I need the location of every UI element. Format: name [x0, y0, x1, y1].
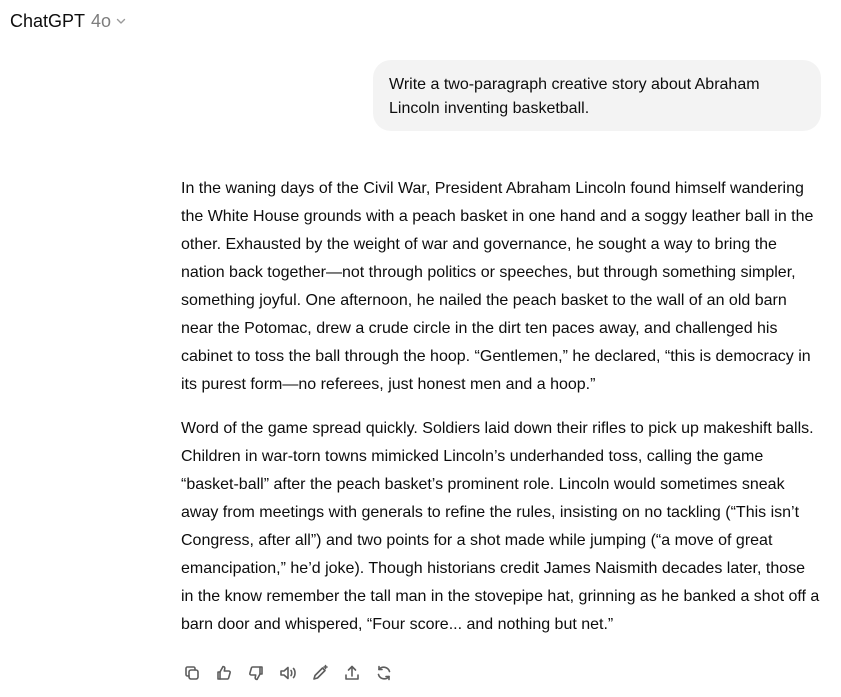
share-button[interactable]: [336, 660, 368, 690]
thumbs-down-icon: [246, 663, 266, 688]
assistant-paragraph: Word of the game spread quickly. Soldiers laid down their rifles to pick up makeshift balls. Children in war-torn towns mimicked Lincoln’s underhanded toss, calling the game “basket-ball” after the peach basket’s prominent role. Lincoln would sometimes sneak away from meetings with generals to refine the rules, insisting on no tackling (“This isn’t Congress, after all”) and two points for a shot made while jumping (“a move of great emancipation,” he’d joke). Though historians credit James Naismith decades later, those in the know remember the tall man in the stovepipe hat, grinning as he banked a shot off a barn door and whispered, “Four score... and nothing but net.”: [181, 420, 820, 633]
read-aloud-icon: [278, 663, 298, 688]
assistant-paragraph: In the waning days of the Civil War, President Abraham Lincoln found himself wandering the White House grounds with a peach basket in one hand and a soggy leather ball in the other. Exhausted by the weight of war and governance, he sought a way to bring the nation back together—not through politics or speeches, but through something simpler, something joyful. One afternoon, he nailed the peach basket to the wall of an old barn near the Potomac, drew a crude circle in the dirt ten paces away, and challenged his cabinet to toss the ball through the hoop. “Gentlemen,” he declared, “this is democracy in its purest form—no referees, just honest men and a hoop.”: [181, 180, 814, 393]
copy-icon: [182, 663, 202, 688]
bad-response-button[interactable]: [240, 660, 272, 690]
share-icon: [342, 663, 362, 688]
message-actions: [176, 660, 400, 690]
model-selector[interactable]: [10, 8, 127, 34]
copy-button[interactable]: [176, 660, 208, 690]
good-response-button[interactable]: [208, 660, 240, 690]
regenerate-button[interactable]: [368, 660, 400, 690]
edit-in-canvas-button[interactable]: [304, 660, 336, 690]
thumbs-up-icon: [214, 663, 234, 688]
chevron-down-icon: [115, 15, 127, 27]
read-aloud-button[interactable]: [272, 660, 304, 690]
user-message: Write a two-paragraph creative story about Abraham Lincoln inventing basketball.: [373, 60, 821, 131]
assistant-message: [181, 175, 821, 639]
regenerate-icon: [374, 663, 394, 688]
edit-canvas-icon: [310, 663, 330, 688]
app-title: ChatGPT: [10, 10, 86, 31]
model-name: 4o: [91, 10, 112, 31]
